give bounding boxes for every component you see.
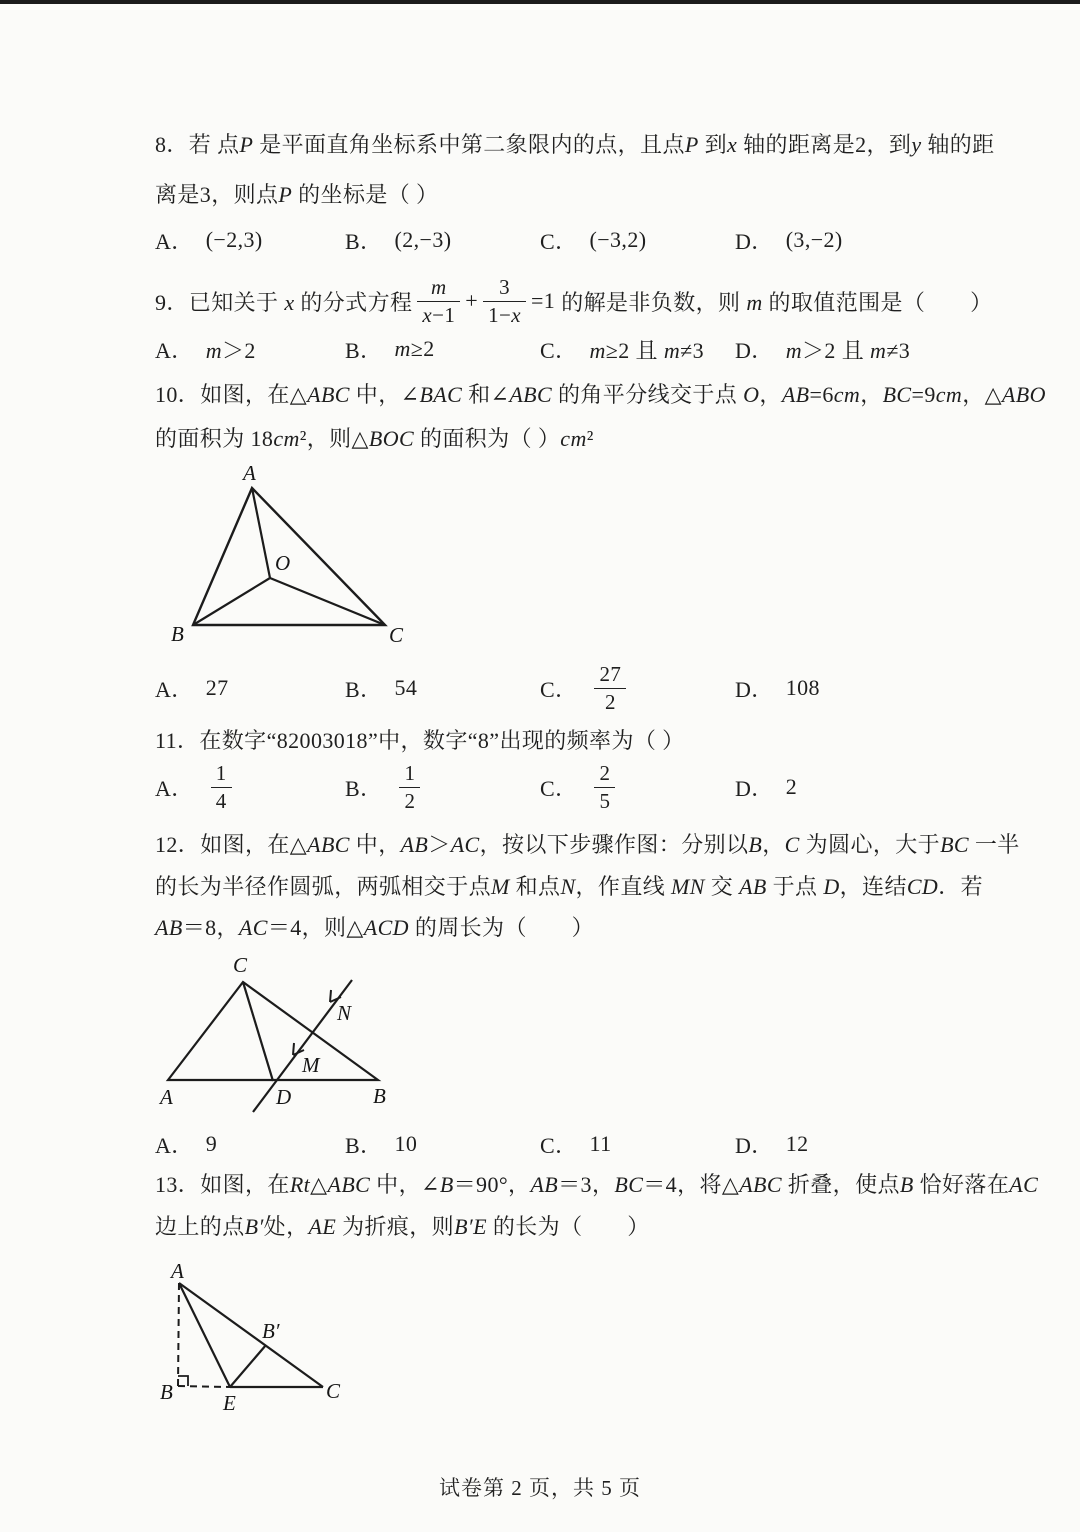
folded-triangle-edges: [179, 1283, 323, 1387]
q10-option-c: C． $\frac{27}{2}$: [540, 662, 735, 713]
q12-figure: [130, 950, 460, 1125]
q9-options: [155, 332, 1020, 366]
vertex-label-a: A: [243, 462, 256, 485]
q12-text-line1: 12．如图，在△ABC 中，AB＞AC，按以下步骤作图：分别以B，C 为圆心，大于BC 一半: [155, 832, 1020, 857]
q9-fraction-1: $\frac{m}{x-1}$: [417, 275, 460, 326]
q8-option-b: B． (2,−3): [345, 227, 452, 254]
q9-option-d: D． m＞2 且 m≠3: [735, 337, 911, 363]
page-footer: 试卷第 2 页，共 5 页: [439, 1476, 641, 1500]
right-angle-mark: [178, 1376, 188, 1386]
vertex-label-c: C: [389, 623, 404, 647]
q10-options: [155, 660, 1020, 716]
q12-text-line2: 的长为半径作圆弧，两弧相交于点M 和点N，作直线 MN 交 AB 于点 D，连结CD．若: [155, 874, 984, 899]
vertex-label-a: A: [160, 1085, 173, 1109]
q9-option-c: C． m≥2 且 m≠3: [540, 337, 705, 363]
point-label-n: N: [337, 1001, 352, 1025]
q12-option-b: B． 10: [345, 1131, 418, 1158]
point-label-d: D: [276, 1085, 292, 1109]
q11-option-b: B． $\frac{1}{2}$: [345, 761, 540, 812]
vertex-label-c: C: [326, 1379, 341, 1403]
q12-options: [155, 1126, 1020, 1162]
q11-options: [155, 758, 1020, 816]
q11-text-line1: 11．在数字“82003018”中，数字“8”出现的频率为（ ）: [155, 728, 685, 753]
vertex-label-b: B: [171, 622, 184, 646]
dashed-be: [178, 1386, 230, 1387]
segment-cd: [243, 982, 273, 1081]
q8-option-c: C． (−3,2): [540, 227, 647, 254]
q10-text-line1: 10．如图，在△ABC 中，∠BAC 和∠ABC 的角平分线交于点 O，AB=6cm，BC=9cm，△ABO: [155, 382, 1046, 407]
q12-text-line3: AB＝8，AC＝4，则△ACD 的周长为（ ）: [155, 915, 595, 940]
triangle-acb: [168, 982, 378, 1080]
q10-option-d: D． 108: [735, 675, 820, 702]
vertex-label-a: A: [171, 1259, 184, 1283]
q8-options: [155, 220, 1020, 260]
q12-option-a: A． 9: [155, 1131, 218, 1158]
point-label-m: M: [302, 1053, 320, 1077]
vertex-label-c: C: [233, 953, 248, 977]
vertex-label-b: B: [373, 1084, 386, 1108]
q10-text-line2: 的面积为 18cm²，则△BOC 的面积为（ ）cm²: [155, 426, 594, 451]
q13-figure: [140, 1258, 410, 1420]
q9-option-a: A． m＞2: [155, 337, 256, 363]
vertex-label-o: O: [275, 551, 291, 575]
q8-text-line2: 离是3，则点P 的坐标是（ ）: [155, 182, 439, 207]
q13-text-line2: 边上的点B′处，AE 为折痕，则B′E 的长为（ ）: [155, 1214, 650, 1239]
dashed-ab: [178, 1283, 179, 1386]
point-label-b-prime: B′: [262, 1319, 280, 1343]
q12-option-d: D． 12: [735, 1131, 809, 1158]
q11-option-a: A． $\frac{1}{4}$: [155, 761, 345, 812]
photo-top-edge: [0, 0, 1080, 4]
q11-option-c: C． $\frac{2}{5}$: [540, 761, 735, 812]
vertex-label-b: B: [160, 1380, 173, 1404]
q10-option-c-fraction: $\frac{27}{2}$: [594, 662, 626, 713]
q12-option-c: C． 11: [540, 1131, 612, 1158]
q8-text-line1: 8．若 点P 是平面直角坐标系中第二象限内的点，且点P 到x 轴的距离是2，到y 轴的距: [155, 132, 995, 157]
q8-option-d: D． (3,−2): [735, 227, 843, 254]
q9-option-b: B． m≥2: [345, 336, 435, 363]
q10-figure: [160, 462, 460, 657]
q8-option-a: A． (−2,3): [155, 227, 263, 254]
point-label-e: E: [223, 1391, 236, 1415]
q9-fraction-2: $\frac{3}{1-x}$: [483, 275, 526, 326]
q10-option-a: A． 27: [155, 675, 229, 702]
q9-text: 9．已知关于 x 的分式方程 $\frac{m}{x-1}$ + $\frac{3}{1-x}$ =1 的解是非负数，则 m 的取值范围是（ ）: [155, 275, 993, 327]
q11-option-d: D． 2: [735, 774, 798, 801]
q13-text-line1: 13．如图，在Rt△ABC 中，∠B＝90°，AB＝3，BC＝4，将△ABC 折叠，使点B 恰好落在AC: [155, 1172, 1039, 1197]
q10-option-b: B． 54: [345, 675, 418, 702]
